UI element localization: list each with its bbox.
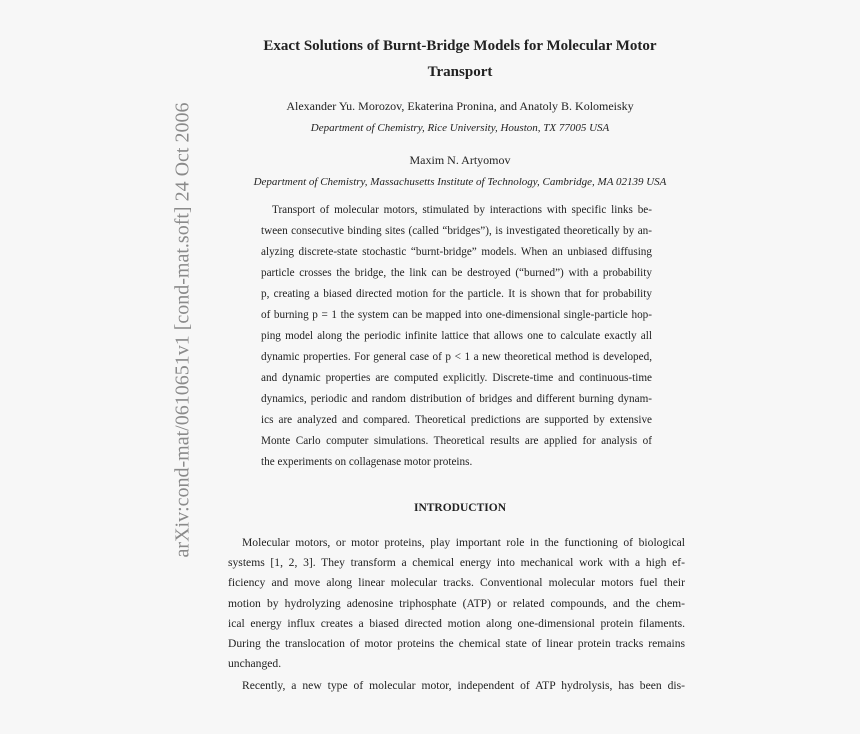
section-heading-introduction: INTRODUCTION [413, 502, 506, 514]
intro-line: Molecular motors, or motor proteins, play important role in the functioning of biological [242, 536, 685, 549]
intro-line: During the translocation of motor proteins the chemical state of linear protein tracks remains [228, 637, 685, 650]
arxiv-stamp: arXiv:cond-mat/0610651v1 [cond-mat.soft] 24 Oct 2006 [171, 102, 194, 558]
abstract-line: p, creating a biased directed motion for the particle. It is shown that for probability [261, 288, 652, 300]
abstract-line: Monte Carlo computer simulations. Theoretical results are applied for analysis of [261, 435, 652, 447]
authors-secondary: Maxim N. Artyomov [409, 153, 511, 167]
intro-line: systems [1, 2, 3]. They transform a chemical energy into mechanical work with a high ef- [228, 556, 685, 569]
authors-primary: Alexander Yu. Morozov, Ekaterina Pronina, and Anatoly B. Kolomeisky [286, 99, 634, 113]
abstract-line: ping model along the periodic infinite lattice that allows one to calculate exactly all [261, 330, 652, 342]
abstract-line: dynamics, periodic and random distribution of bridges and different burning dynam- [261, 393, 652, 405]
intro-line: ficiency and move along linear molecular tracks. Conventional molecular motors fuel their [228, 576, 685, 589]
intro-line: ical energy influx creates a biased directed motion along one-dimensional protein filaments. [228, 617, 685, 630]
abstract-line: and dynamic properties are computed explicitly. Discrete-time and continuous-time [261, 372, 652, 384]
intro-line: Recently, a new type of molecular motor, independent of ATP hydrolysis, has been dis- [242, 679, 685, 692]
abstract-line: Transport of molecular motors, stimulated by interactions with specific links be- [272, 204, 652, 216]
paper-title-line-2: Transport [427, 64, 493, 80]
affiliation-rice: Department of Chemistry, Rice University, Houston, TX 77005 USA [310, 122, 610, 134]
abstract-line: particle crosses the bridge, the link can be destroyed (“burned”) with a probability [261, 267, 652, 279]
abstract-line: tween consecutive binding sites (called “bridges”), is investigated theoretically by an- [261, 225, 652, 237]
affiliation-mit: Department of Chemistry, Massachusetts Institute of Technology, Cambridge, MA 02139 USA [253, 176, 667, 188]
abstract-line: alyzing discrete-state stochastic “burnt-bridge” models. When an unbiased diffusing [261, 246, 652, 258]
abstract-line: ics are analyzed and compared. Theoretical predictions are supported by extensive [261, 414, 652, 426]
abstract-line: the experiments on collagenase motor proteins. [261, 456, 473, 468]
abstract-line: dynamic properties. For general case of p < 1 a new theoretical method is developed, [261, 351, 652, 363]
paper-title-line-1: Exact Solutions of Burnt-Bridge Models for Molecular Motor [263, 38, 657, 54]
intro-line: unchanged. [228, 657, 282, 670]
intro-line: motion by hydrolyzing adenosine triphosphate (ATP) or related compounds, and the chem- [228, 597, 685, 610]
abstract-line: of burning p = 1 the system can be mapped into one-dimensional single-particle hop- [261, 309, 652, 321]
